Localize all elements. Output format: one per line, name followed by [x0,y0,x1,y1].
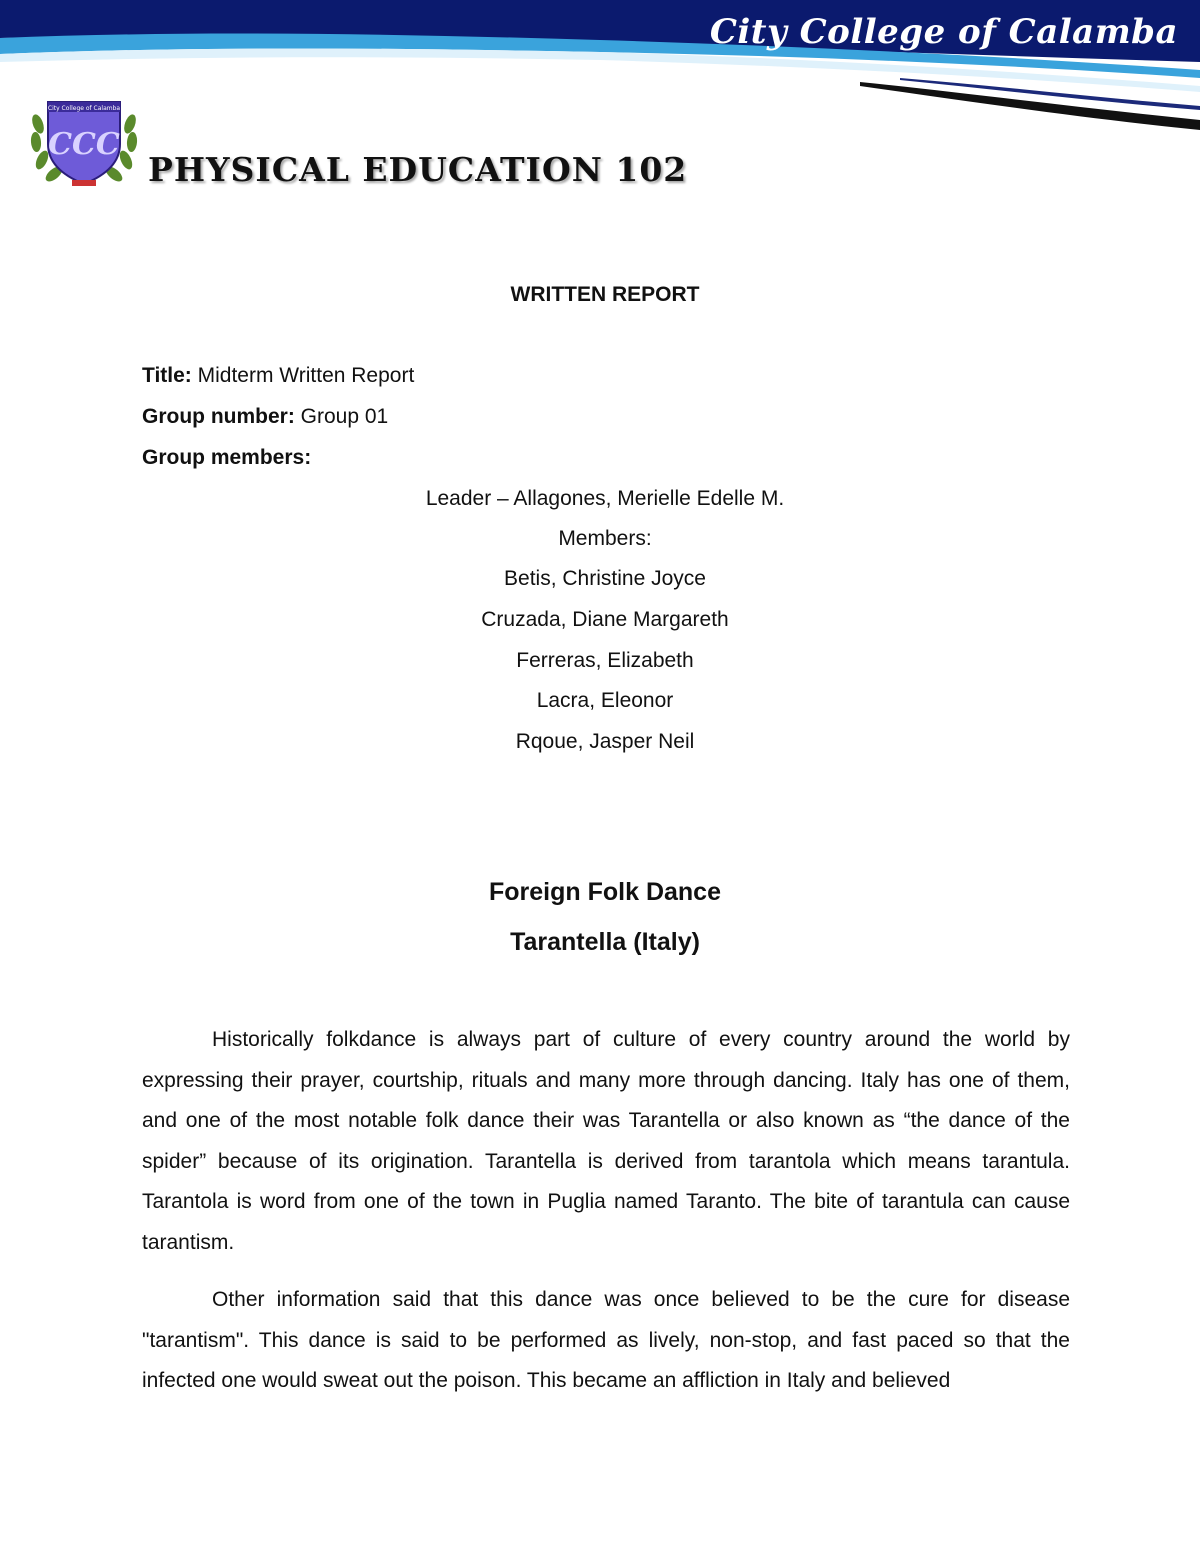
group-number-value: Group 01 [294,405,389,428]
college-logo [28,94,140,190]
member-name: Cruzada, Diane Margareth [481,608,729,631]
section-heading: Foreign Folk Dance [489,878,721,906]
title-value: Midterm Written Report [191,364,415,387]
member-name: Ferreras, Elizabeth [516,649,694,672]
title-label: Title: [142,364,192,387]
group-members-label: Group members: [142,446,312,469]
college-name: City College of Calamba [709,12,1178,52]
title-line [142,364,414,388]
logo-monogram: CCC [48,127,120,162]
report-heading: WRITTEN REPORT [510,283,700,306]
group-members-line [142,446,311,470]
paragraph-1 [142,1020,1070,1264]
logo-text: City College of Calamba [47,105,121,112]
course-title: PHYSICAL EDUCATION 102 [148,150,688,189]
paragraph-2 [142,1280,1070,1402]
member-name: Betis, Christine Joyce [504,567,706,590]
paragraph-2-text: Other information said that this dance was once believed to be the cure for disease "tarantism". This dance is said to be performed as lively, non-stop, and fast paced so that the infected one would sweat out the poison. This became an affliction in Italy and believed [142,1288,1070,1393]
members-label: Members: [558,527,652,550]
leader-line: Leader – Allagones, Merielle Edelle M. [425,487,785,510]
member-name: Rqoue, Jasper Neil [515,730,695,753]
group-number-label: Group number: [142,405,295,428]
group-number-line [142,405,388,429]
section-subheading: Tarantella (Italy) [510,928,700,956]
paragraph-1-text: Historically folkdance is always part of culture of every country around the world by expressing their prayer, courtship, rituals and many more through dancing. Italy has one of them, and one of the most notable folk dance their was Tarantella or also known as “the dance of the spider” because of its origination. Tarantella is derived from tarantola which means tarantula. Tarantola is word from one of the town in Puglia named Taranto. The bite of tarantula can cause tarantism. [142,1028,1070,1254]
member-name: Lacra, Eleonor [536,689,674,712]
